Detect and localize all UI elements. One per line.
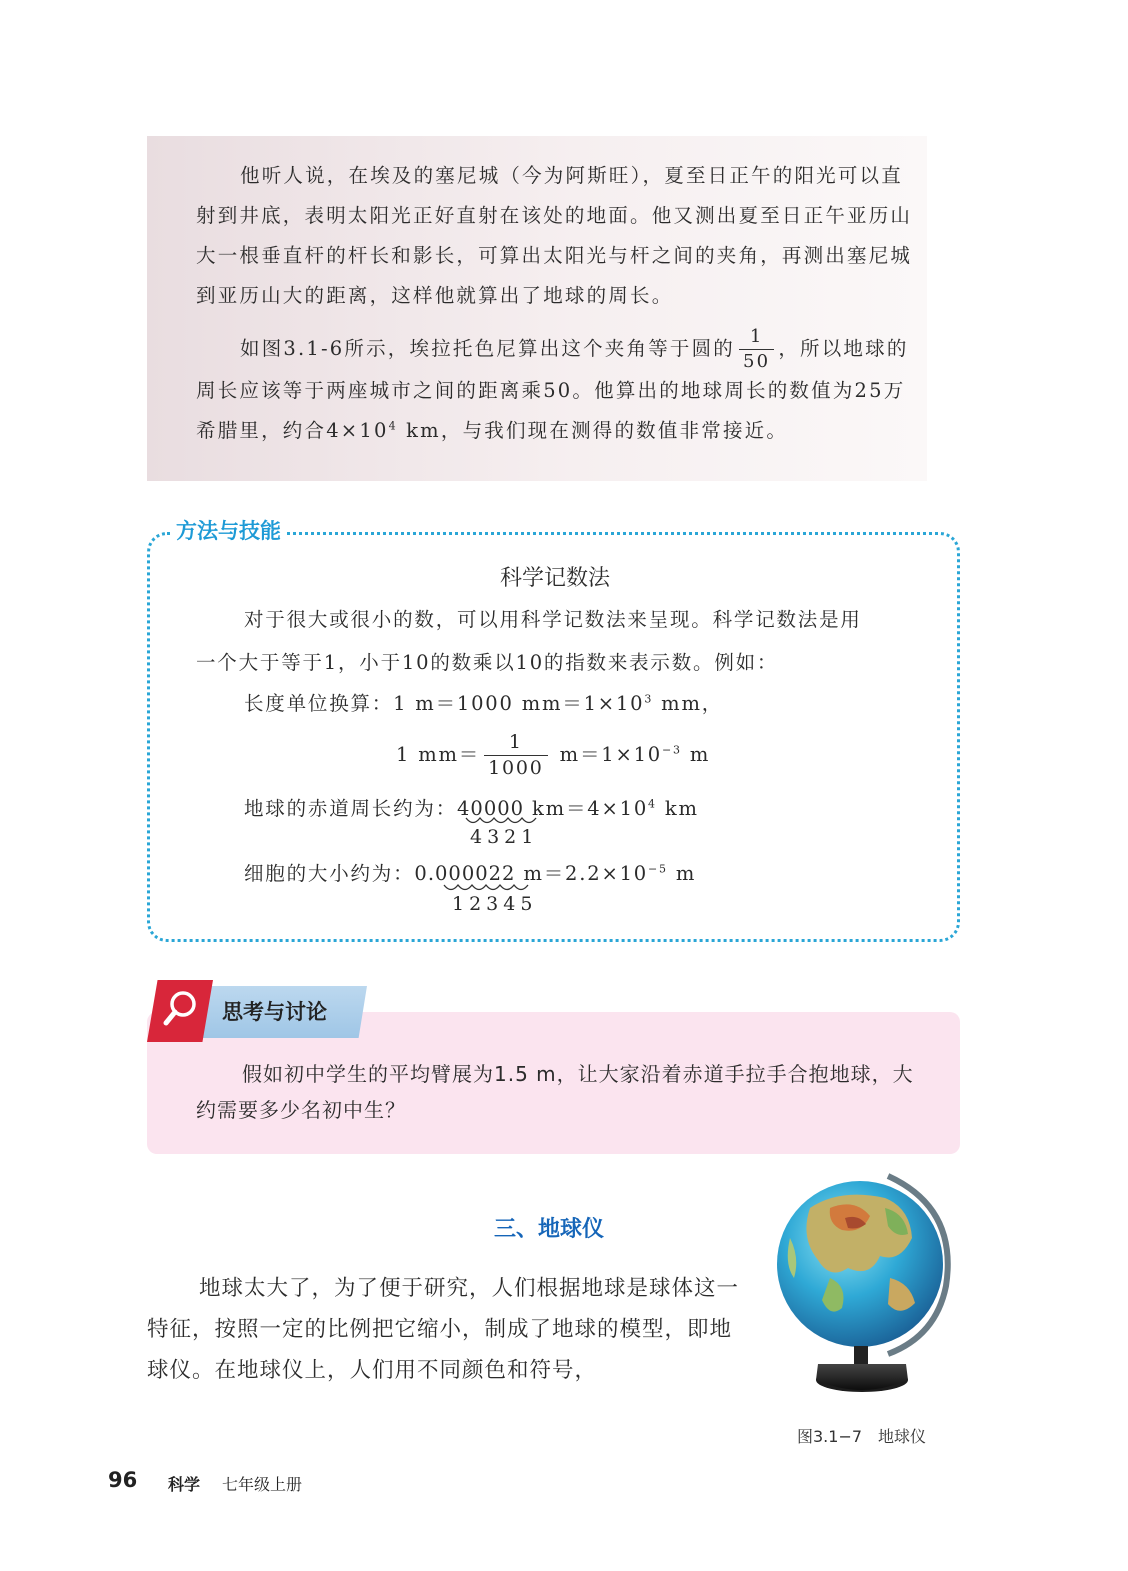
ex2-denominator: 1000 [488, 757, 544, 779]
figure-caption: 图3.1−7 地球仪 [797, 1427, 927, 1446]
ex3-unit: km [656, 797, 699, 820]
ex4-unit: m [667, 862, 697, 885]
book-subject: 科学 [168, 1475, 201, 1494]
ex2-fraction [484, 733, 548, 778]
p2-text-b: ，所以地球的周长应该等于两座城市之间的距离乘50。他算出的地球周长的数值为25万希腊里，约合4×10 [196, 337, 909, 442]
ex3-digit-count: 4321 [470, 826, 539, 848]
ex4-middle: m＝2.2×10 [515, 862, 649, 885]
methods-label: 方法与技能 [170, 516, 287, 546]
fraction-denominator: 50 [743, 351, 771, 372]
think-question: 假如初中学生的平均臂展为1.5 m，让大家沿着赤道手拉手合抱地球，大约需要多少名初中生？ [196, 1062, 914, 1122]
think-label: 思考与讨论 [222, 1000, 327, 1024]
ex1-exponent: 3 [644, 692, 654, 706]
magnifier-icon [147, 980, 213, 1042]
page-number: 96 [108, 1468, 138, 1492]
ex2-unit: m [681, 743, 711, 766]
section-heading: 三、地球仪 [494, 1217, 605, 1242]
ex2-numerator: 1 [484, 733, 548, 756]
ex4-label: 细胞的大小约为： [244, 862, 415, 885]
example-mm-conversion [396, 733, 710, 778]
fraction-numerator: 1 [739, 328, 774, 350]
reading-paragraph-1: 他听人说，在埃及的塞尼城（今为阿斯旺），夏至日正午的阳光可以直射到井底，表明太阳光正好直射在该处的地面。他又测出夏至日正午亚历山大一根垂直杆的杆长和影长，可算出太阳光与杆之间的夹角，再测出塞尼城到亚历山大的距离，这样他就算出了地球的周长。 [196, 164, 913, 307]
ex4-exponent: −5 [648, 862, 668, 876]
reading-paragraph-2 [196, 328, 916, 451]
ex1-prefix: 长度单位换算：1 m＝1000 mm＝1×10 [244, 692, 645, 715]
p2-text-c: km，与我们现在测得的数值非常接近。 [397, 419, 789, 442]
ex2-right: m＝1×10 [551, 743, 663, 766]
ex3-exponent: 4 [648, 797, 657, 811]
ex2-exponent: −3 [662, 743, 682, 757]
example-unit-conversion [244, 688, 723, 720]
methods-title: 科学记数法 [499, 566, 610, 591]
ex3-label: 地球的赤道周长约为： [244, 797, 458, 820]
ex4-digit-count: 12345 [452, 893, 538, 915]
ex3-number: 40000 [457, 797, 525, 820]
p2-text-a: 如图3.1-6所示，埃拉托色尼算出这个夹角等于圆的 [240, 337, 736, 360]
p2-exponent: 4 [388, 419, 398, 433]
book-grade: 七年级上册 [222, 1475, 303, 1494]
globe-image [770, 1168, 960, 1418]
section-paragraph: 地球太大了，为了便于研究，人们根据地球是球体这一特征，按照一定的比例把它缩小，制成了地球的模型，即地球仪。在地球仪上，人们用不同颜色和符号， [147, 1276, 740, 1383]
ex1-suffix: mm， [653, 692, 724, 715]
think-icon-badge [147, 980, 213, 1042]
fraction-one-fiftieth [739, 328, 774, 371]
methods-intro-line-1: 对于很大或很小的数，可以用科学记数法来呈现。科学记数法是用 [244, 608, 862, 631]
ex2-left: 1 mm＝ [396, 743, 481, 766]
ex3-middle: km＝4×10 [524, 797, 649, 820]
methods-intro-line-2: 一个大于等于1，小于10的数乘以10的指数来表示数。例如： [196, 651, 779, 674]
ex4-number: 0.000022 [414, 862, 516, 885]
